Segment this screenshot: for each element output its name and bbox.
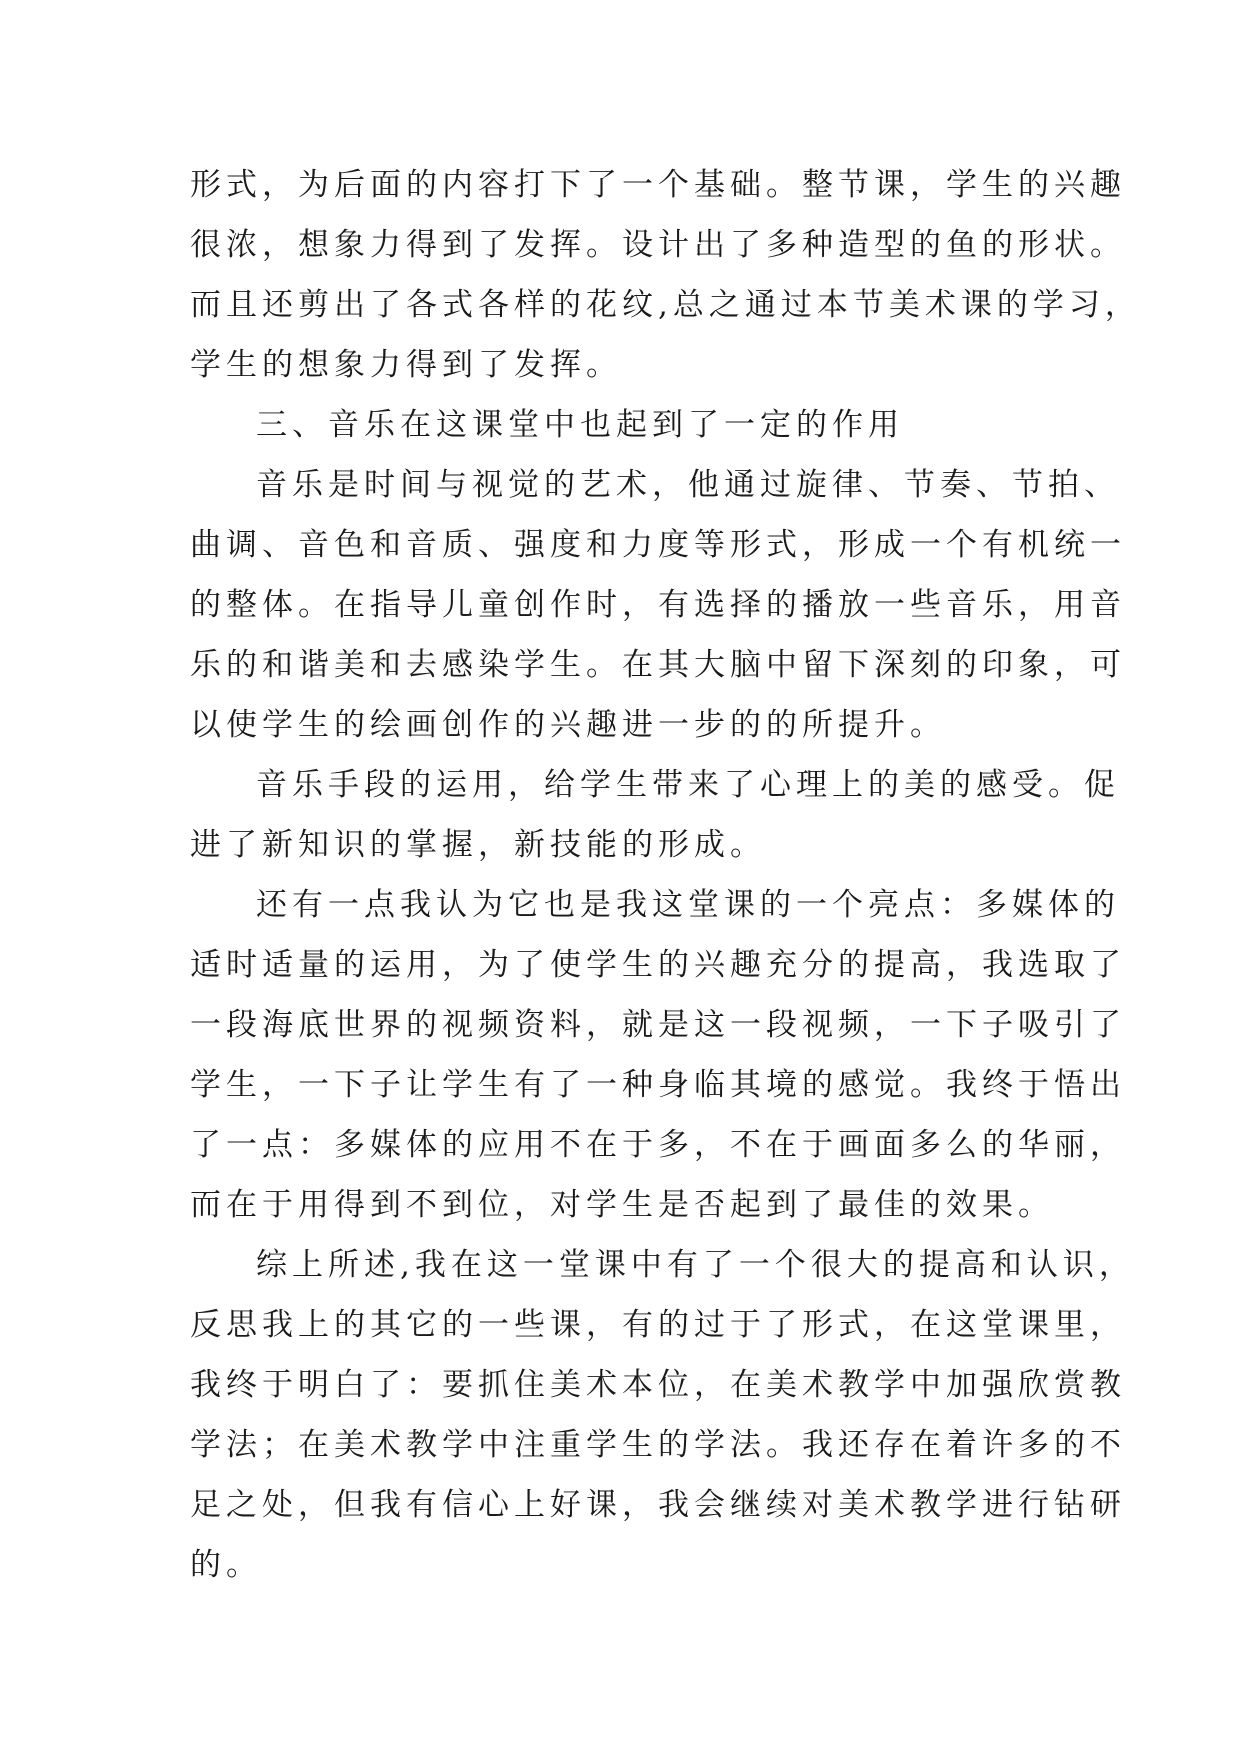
text-line: 音乐手段的运用，给学生带来了心理上的美的感受。促: [256, 767, 1120, 803]
text-line: 足之处，但我有信心上好课，我会继续对美术教学进行钻研: [190, 1487, 1126, 1523]
text-line: 学生，一下子让学生有了一种身临其境的感觉。我终于悟出: [190, 1067, 1126, 1103]
text-line: 一段海底世界的视频资料，就是这一段视频，一下子吸引了: [190, 1007, 1126, 1043]
text-line: 学生的想象力得到了发挥。: [190, 347, 622, 383]
text-line: 而且还剪出了各式各样的花纹,总之通过本节美术课的学习，: [190, 287, 1141, 323]
text-line: 乐的和谐美和去感染学生。在其大脑中留下深刻的印象，可: [190, 647, 1126, 683]
text-line: 以使学生的绘画创作的兴趣进一步的的所提升。: [190, 707, 946, 743]
text-line: 而在于用得到不到位，对学生是否起到了最佳的效果。: [190, 1187, 1054, 1223]
text-line: 音乐是时间与视觉的艺术，他通过旋律、节奏、节拍、: [256, 467, 1120, 503]
text-line: 了一点：多媒体的应用不在于多，不在于画面多么的华丽，: [190, 1127, 1126, 1163]
text-line: 学法；在美术教学中注重学生的学法。我还存在着许多的不: [190, 1427, 1126, 1463]
section-heading: 三、音乐在这课堂中也起到了一定的作用: [256, 407, 904, 443]
text-line: 反思我上的其它的一些课，有的过于了形式，在这堂课里，: [190, 1307, 1126, 1343]
text-line: 曲调、音色和音质、强度和力度等形式，形成一个有机统一: [190, 527, 1126, 563]
text-line: 的。: [190, 1547, 262, 1583]
text-line: 还有一点我认为它也是我这堂课的一个亮点：多媒体的: [256, 887, 1120, 923]
text-line: 的整体。在指导儿童创作时，有选择的播放一些音乐，用音: [190, 587, 1126, 623]
text-line: 进了新知识的掌握，新技能的形成。: [190, 827, 766, 863]
text-line: 适时适量的运用，为了使学生的兴趣充分的提高，我选取了: [190, 947, 1126, 983]
text-line: 综上所述,我在这一堂课中有了一个很大的提高和认识，: [256, 1247, 1135, 1283]
text-line: 形式，为后面的内容打下了一个基础。整节课，学生的兴趣: [190, 167, 1126, 203]
text-line: 很浓，想象力得到了发挥。设计出了多种造型的鱼的形状。: [190, 227, 1126, 263]
text-line: 我终于明白了：要抓住美术本位，在美术教学中加强欣赏教: [190, 1367, 1126, 1403]
